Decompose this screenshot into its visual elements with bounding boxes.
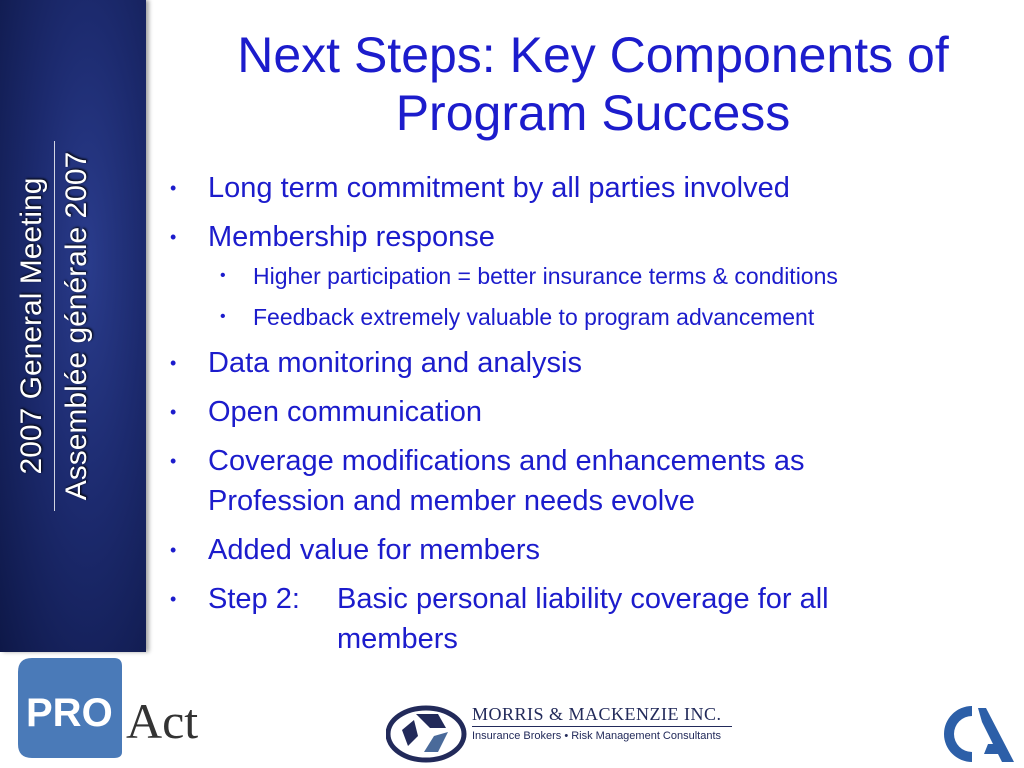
association-logo-icon — [938, 700, 1018, 766]
sidebar-caption — [12, 46, 112, 606]
step-text-line-2: members — [337, 623, 458, 655]
morris-mackenzie-logo — [386, 696, 746, 766]
bullet-icon: • — [220, 308, 226, 325]
sidebar-banner — [0, 0, 146, 652]
title-line-1: Next Steps: Key Components of — [237, 27, 949, 83]
bullet-item — [170, 217, 1000, 257]
sub-bullet-item — [170, 261, 1000, 291]
bullet-icon: • — [170, 178, 177, 198]
bullet-text: Long term commitment by all parties involved — [208, 172, 790, 204]
bullet-text: Data monitoring and analysis — [208, 347, 582, 379]
sub-bullet-item — [170, 302, 1000, 332]
slide-title — [170, 26, 1016, 142]
bullet-text: Open communication — [208, 396, 483, 428]
step-text-line-1: Basic personal liability coverage for all — [337, 583, 829, 615]
sidebar-line-english: 2007 General Meeting — [15, 177, 48, 475]
bullet-item — [170, 168, 1000, 208]
bullet-item — [170, 392, 1000, 432]
bullet-item — [170, 579, 1000, 659]
recycle-emblem-icon — [386, 696, 470, 766]
sidebar-divider — [54, 141, 55, 511]
mm-company-name: MORRIS & MACKENZIE INC. — [472, 704, 722, 724]
bullet-text: Added value for members — [208, 534, 541, 566]
bullet-icon: • — [170, 353, 177, 373]
bullet-item — [170, 343, 1000, 383]
sidebar-line-french: Assemblée générale 2007 — [60, 151, 93, 501]
sub-bullet-text: Higher participation = better insurance terms & conditions — [253, 263, 838, 289]
sub-bullet-text: Feedback extremely valuable to program advancement — [253, 304, 815, 330]
mm-divider — [472, 726, 732, 727]
bullet-item — [170, 441, 1000, 521]
bullet-item — [170, 530, 1000, 570]
bullet-icon: • — [170, 451, 177, 471]
bullet-icon: • — [220, 267, 226, 284]
step-text — [337, 579, 937, 659]
bullet-text-line-1: Coverage modifications and enhancements as — [208, 445, 805, 477]
bullet-icon: • — [170, 589, 177, 609]
step-label: Step 2: — [208, 583, 300, 615]
mm-tagline: Insurance Brokers • Risk Management Consultants — [472, 730, 722, 742]
bullet-icon: • — [170, 540, 177, 560]
title-line-2: Program Success — [395, 85, 791, 141]
bullet-text: Membership response — [208, 221, 495, 253]
bullet-list — [170, 168, 1000, 668]
bullet-icon: • — [170, 227, 177, 247]
proact-logo — [14, 656, 224, 760]
bullet-text-line-2: Profession and member needs evolve — [208, 485, 695, 517]
bullet-icon: • — [170, 402, 177, 422]
proact-pro-text: PRO — [26, 691, 113, 735]
proact-act-text: Act — [126, 693, 199, 749]
